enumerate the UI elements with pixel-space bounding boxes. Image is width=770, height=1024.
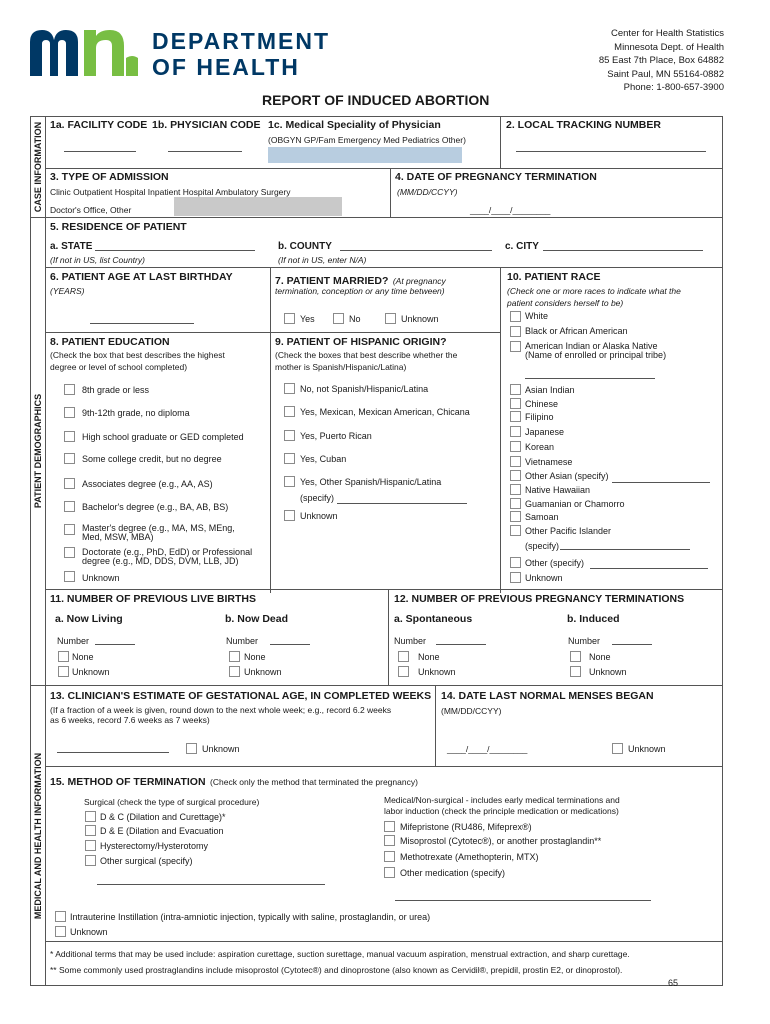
spontaneous-none-checkbox[interactable] (398, 651, 409, 662)
hispanic-note-2: mother is Spanish/Hispanic/Latina) (275, 362, 407, 372)
gestation-unknown-checkbox[interactable] (186, 743, 197, 754)
divider (45, 168, 723, 169)
medical-checkbox[interactable] (384, 851, 395, 862)
hispanic-checkbox[interactable] (284, 383, 295, 394)
intrauterine-label: Intrauterine Instillation (intra-amniotic injection, typically with saline, prostaglandin, or urea) (70, 912, 431, 922)
now-dead-label: b. Now Dead (225, 613, 289, 625)
race-option: White (525, 311, 549, 321)
surgical-option: D & C (Dilation and Curettage)* (100, 812, 226, 822)
divider (45, 332, 500, 333)
surgical-checkbox[interactable] (85, 811, 96, 822)
education-checkbox[interactable] (64, 524, 75, 535)
address-block (599, 27, 724, 95)
married-yes-checkbox[interactable] (284, 313, 295, 324)
gestation-note-2: as 6 weeks, record 7.6 weeks as 7 weeks) (50, 715, 210, 725)
divider (435, 685, 436, 766)
admission-label: 3. TYPE OF ADMISSION (50, 171, 169, 183)
method-heading (50, 772, 418, 790)
footnote-2: ** Some commonly used prostraglandins include misoprostol (Cytotec®) and dinoprostone (also known as Cervidil®, prepidil, prostin E2, or dinoprostol). (50, 965, 623, 975)
menses-format: (MM/DD/CCYY) (441, 706, 502, 716)
state-label: a. STATE (50, 241, 93, 252)
married-yes-label: Yes (300, 314, 315, 324)
tribe-input[interactable] (525, 378, 655, 379)
gestation-input[interactable] (57, 752, 169, 753)
sidebar-case-label: CASE INFORMATION (32, 121, 43, 212)
hispanic-option: Yes, Puerto Rican (300, 431, 372, 441)
education-option: Unknown (82, 573, 120, 583)
method-heading-text: 15. METHOD OF TERMINATION (50, 776, 206, 788)
divider (500, 267, 501, 593)
hispanic-option: Yes, Mexican, Mexican American, Chicana (300, 407, 470, 417)
married-note: termination, conception or any time between) (275, 286, 445, 296)
race-checkbox[interactable] (510, 311, 521, 322)
now-dead-number-input[interactable] (270, 644, 310, 645)
admission-options: Clinic Outpatient Hospital Inpatient Hospital Ambulatory Surgery (50, 187, 291, 197)
other-surgical-input[interactable] (97, 884, 325, 885)
now-dead-unknown-checkbox[interactable] (229, 666, 240, 677)
menses-unknown-label: Unknown (628, 744, 666, 754)
residence-heading: 5. RESIDENCE OF PATIENT (50, 221, 187, 233)
hispanic-checkbox[interactable] (284, 510, 295, 521)
race-heading: 10. PATIENT RACE (507, 271, 601, 283)
surgical-checkbox[interactable] (85, 855, 96, 866)
sidebar-demo-label: PATIENT DEMOGRAPHICS (32, 393, 43, 509)
physician-code-input[interactable] (168, 151, 242, 152)
race-option: Korean (525, 442, 555, 452)
sidebar-demographics (30, 217, 46, 685)
race-checkbox[interactable] (510, 384, 521, 395)
county-label: b. COUNTY (278, 241, 332, 252)
surgical-option: D & E (Dilation and Evacuation (100, 826, 224, 836)
education-option: 9th-12th grade, no diploma (82, 408, 190, 418)
education-checkbox[interactable] (64, 547, 75, 558)
mn-logo-icon (28, 28, 140, 78)
medical-option: Misoprostol (Cytotec®), or another prostaglandin** (400, 836, 602, 846)
race-option: Filipino (525, 412, 554, 422)
address-line: 85 East 7th Place, Box 64882 (598, 55, 724, 66)
address-line: Saint Paul, MN 55164-0882 (607, 68, 724, 80)
education-option: Master's degree (e.g., MA, MS, MEng, (82, 523, 235, 533)
married-unknown-label: Unknown (401, 314, 439, 324)
menses-heading: 14. DATE LAST NORMAL MENSES BEGAN (441, 690, 654, 702)
divider (388, 589, 389, 685)
specialty-label: 1c. Medical Speciality of Physician (268, 119, 441, 131)
hispanic-option: Yes, Other Spanish/Hispanic/Latina (300, 477, 442, 487)
race-note-2: patient considers herself to be) (507, 298, 624, 308)
surgical-checkbox[interactable] (85, 825, 96, 836)
now-living-none-checkbox[interactable] (58, 651, 69, 662)
medical-option: Methotrexate (Amethopterin, MTX) (400, 852, 539, 862)
race-note: (Check one or more races to indicate what the (507, 286, 681, 296)
age-heading: 6. PATIENT AGE AT LAST BIRTHDAY (50, 271, 233, 283)
race-option: Japanese (525, 427, 565, 437)
education-checkbox[interactable] (64, 384, 75, 395)
education-note-2: degree or level of school completed) (50, 362, 188, 372)
none-label: None (418, 652, 440, 662)
termination-date-format: (MM/DD/CCYY) (397, 187, 458, 197)
none-label: None (72, 652, 94, 662)
race-checkbox[interactable] (510, 470, 521, 481)
termination-date-input[interactable]: ____/____/________ (470, 205, 551, 215)
other-asian-input[interactable] (612, 482, 710, 483)
facility-code-label: 1a. FACILITY CODE (50, 119, 148, 131)
surgical-option: Hysterectomy/Hysterotomy (100, 841, 209, 851)
unknown-label: Unknown (589, 667, 627, 677)
county-input[interactable] (340, 250, 492, 251)
live-births-heading: 11. NUMBER OF PREVIOUS LIVE BIRTHS (50, 593, 256, 605)
number-label: Number (226, 636, 259, 646)
surgical-checkbox[interactable] (85, 840, 96, 851)
hispanic-option-note: (specify) (300, 493, 335, 503)
spontaneous-unknown-checkbox[interactable] (398, 666, 409, 677)
number-label: Number (568, 636, 601, 646)
married-unknown-checkbox[interactable] (385, 313, 396, 324)
city-label: c. CITY (505, 241, 539, 252)
menses-unknown-checkbox[interactable] (612, 743, 623, 754)
race-checkbox[interactable] (510, 411, 521, 422)
married-heading-note: (At pregnancy (392, 276, 446, 286)
medical-checkbox[interactable] (384, 867, 395, 878)
menses-date-input[interactable]: ____/____/________ (447, 744, 528, 754)
address-line: Center for Health Statistics (611, 28, 724, 39)
footnote-1: * Additional terms that may be used include: aspiration curettage, suction surettage, manual vacuum aspiration, menstrual extraction, and sharp curettage. (50, 949, 630, 959)
medical-option: Mifepristone (RU486, Mifeprex®) (400, 822, 532, 832)
age-input[interactable] (90, 323, 194, 324)
race-checkbox[interactable] (510, 441, 521, 452)
number-label: Number (394, 636, 427, 646)
termination-date-label: 4. DATE OF PREGNANCY TERMINATION (395, 171, 597, 183)
education-option: Med, MSW, MBA) (82, 532, 154, 542)
race-option: Other (specify) (525, 558, 585, 568)
hispanic-checkbox[interactable] (284, 406, 295, 417)
education-option: High school graduate or GED completed (82, 432, 244, 442)
city-input[interactable] (543, 250, 703, 251)
hispanic-option: Unknown (300, 511, 338, 521)
race-checkbox[interactable] (510, 557, 521, 568)
race-option: American Indian or Alaska Native (525, 341, 658, 351)
divider (45, 589, 723, 590)
now-living-label: a. Now Living (55, 613, 123, 625)
state-input[interactable] (95, 250, 255, 251)
form-title: REPORT OF INDUCED ABORTION (262, 92, 490, 108)
race-option: Unknown (525, 573, 563, 583)
sidebar-medical (30, 685, 46, 986)
tracking-number-input[interactable] (516, 151, 706, 152)
race-checkbox[interactable] (510, 426, 521, 437)
medical-checkbox[interactable] (384, 835, 395, 846)
hispanic-specify-input[interactable] (337, 503, 467, 504)
race-checkbox[interactable] (510, 326, 521, 337)
race-option: Samoan (525, 512, 559, 522)
race-checkbox[interactable] (510, 525, 521, 536)
education-checkbox[interactable] (64, 571, 75, 582)
education-heading: 8. PATIENT EDUCATION (50, 336, 170, 348)
induced-number-input[interactable] (612, 644, 652, 645)
induced-unknown-checkbox[interactable] (570, 666, 581, 677)
divider (30, 685, 723, 686)
race-option: Guamanian or Chamorro (525, 499, 625, 509)
divider (500, 116, 501, 168)
unknown-label: Unknown (72, 667, 110, 677)
medical-checkbox[interactable] (384, 821, 395, 832)
race-option-note: (specify) (525, 541, 560, 551)
education-option: Doctorate (e.g., PhD, EdD) or Professional (82, 547, 253, 557)
admission-input[interactable] (174, 197, 342, 216)
medical-option: Other medication (specify) (400, 868, 506, 878)
org-name-line1: DEPARTMENT (152, 28, 331, 54)
physician-code-label: 1b. PHYSICIAN CODE (152, 119, 261, 131)
race-checkbox[interactable] (510, 484, 521, 495)
race-checkbox[interactable] (510, 398, 521, 409)
divider (390, 168, 391, 217)
married-no-checkbox[interactable] (333, 313, 344, 324)
education-checkbox[interactable] (64, 453, 75, 464)
hispanic-note: (Check the boxes that best describe whether the (275, 350, 458, 360)
hispanic-option: No, not Spanish/Hispanic/Latina (300, 384, 429, 394)
race-checkbox[interactable] (510, 341, 521, 352)
none-label: None (244, 652, 266, 662)
page-number: 65 (668, 978, 679, 988)
tracking-number-label: 2. LOCAL TRACKING NUMBER (506, 119, 661, 131)
medical-note: Medical/Non-surgical - includes early medical terminations and (384, 795, 620, 805)
hispanic-checkbox[interactable] (284, 453, 295, 464)
education-option: degree (e.g., MD, DDS, DVM, LLB, JD) (82, 556, 239, 566)
medical-note-2: labor induction (check the principle medication or medications) (384, 806, 619, 816)
county-note: (If not in US, enter N/A) (278, 255, 367, 265)
method-unknown-label: Unknown (70, 927, 108, 937)
race-option-note: (Name of enrolled or principal tribe) (525, 350, 667, 360)
state-note: (If not in US, list Country) (50, 255, 145, 265)
pacific-islander-input[interactable] (560, 549, 690, 550)
unknown-label: Unknown (418, 667, 456, 677)
sidebar-case (30, 116, 46, 217)
married-no-label: No (349, 314, 361, 324)
other-medication-input[interactable] (395, 900, 651, 901)
race-option: Vietnamese (525, 457, 573, 467)
intrauterine-checkbox[interactable] (55, 911, 66, 922)
divider (45, 766, 723, 767)
divider (45, 941, 723, 942)
hispanic-checkbox[interactable] (284, 430, 295, 441)
spontaneous-label: a. Spontaneous (394, 613, 473, 625)
address-line: Minnesota Dept. of Health (614, 41, 724, 53)
mdh-logo (28, 28, 140, 78)
none-label: None (589, 652, 611, 662)
education-option: Associates degree (e.g., AA, AS) (82, 479, 213, 489)
education-note: (Check the box that best describes the highest (50, 350, 225, 360)
race-option: Chinese (525, 399, 559, 409)
org-name-line2: OF HEALTH (152, 54, 300, 80)
race-option: Other Pacific Islander (525, 526, 612, 536)
gestation-unknown-label: Unknown (202, 744, 240, 754)
surgical-note: Surgical (check the type of surgical procedure) (84, 797, 260, 807)
method-unknown-checkbox[interactable] (55, 926, 66, 937)
education-option: Bachelor's degree (e.g., BA, AB, BS) (82, 502, 229, 512)
sidebar-medical-label: MEDICAL AND HEALTH INFORMATION (32, 752, 43, 919)
hispanic-option: Yes, Cuban (300, 454, 347, 464)
now-living-unknown-checkbox[interactable] (58, 666, 69, 677)
hispanic-checkbox[interactable] (284, 476, 295, 487)
now-dead-none-checkbox[interactable] (229, 651, 240, 662)
unknown-label: Unknown (244, 667, 282, 677)
education-checkbox[interactable] (64, 478, 75, 489)
education-option: Some college credit, but no degree (82, 454, 222, 464)
divider (45, 267, 723, 268)
gestation-note: (If a fraction of a week is given, round down to the next whole week; e.g., record 6.2 weeks (50, 705, 392, 715)
age-note: (YEARS) (50, 286, 85, 296)
divider (270, 267, 271, 593)
divider (30, 217, 723, 218)
married-heading-text: 7. PATIENT MARRIED? (275, 275, 389, 287)
education-checkbox[interactable] (64, 407, 75, 418)
race-option: Black or African American (525, 326, 628, 336)
method-heading-note: (Check only the method that terminated the pregnancy) (210, 777, 418, 787)
hispanic-heading: 9. PATIENT OF HISPANIC ORIGIN? (275, 336, 447, 348)
address-line: Phone: 1-800-657-3900 (623, 82, 724, 93)
race-checkbox[interactable] (510, 511, 521, 522)
terminations-heading: 12. NUMBER OF PREVIOUS PREGNANCY TERMINATIONS (394, 593, 685, 605)
race-checkbox[interactable] (510, 456, 521, 467)
education-checkbox[interactable] (64, 501, 75, 512)
induced-none-checkbox[interactable] (570, 651, 581, 662)
education-option: 8th grade or less (82, 385, 150, 395)
admission-options-2: Doctor's Office, Other (50, 205, 132, 215)
induced-label: b. Induced (567, 613, 620, 625)
facility-code-input[interactable] (64, 151, 136, 152)
specialty-options: (OBGYN GP/Fam Emergency Med Pediatrics Other) (268, 135, 466, 145)
race-option: Asian Indian (525, 385, 575, 395)
race-checkbox[interactable] (510, 572, 521, 583)
spontaneous-number-input[interactable] (436, 644, 486, 645)
other-race-input[interactable] (590, 568, 708, 569)
surgical-option: Other surgical (specify) (100, 856, 193, 866)
gestation-heading: 13. CLINICIAN'S ESTIMATE OF GESTATIONAL AGE, IN COMPLETED WEEKS (50, 690, 432, 702)
now-living-number-input[interactable] (95, 644, 135, 645)
race-option: Other Asian (specify) (525, 471, 609, 481)
race-checkbox[interactable] (510, 498, 521, 509)
number-label: Number (57, 636, 90, 646)
race-option: Native Hawaiian (525, 485, 591, 495)
specialty-input[interactable] (268, 147, 462, 163)
education-checkbox[interactable] (64, 431, 75, 442)
